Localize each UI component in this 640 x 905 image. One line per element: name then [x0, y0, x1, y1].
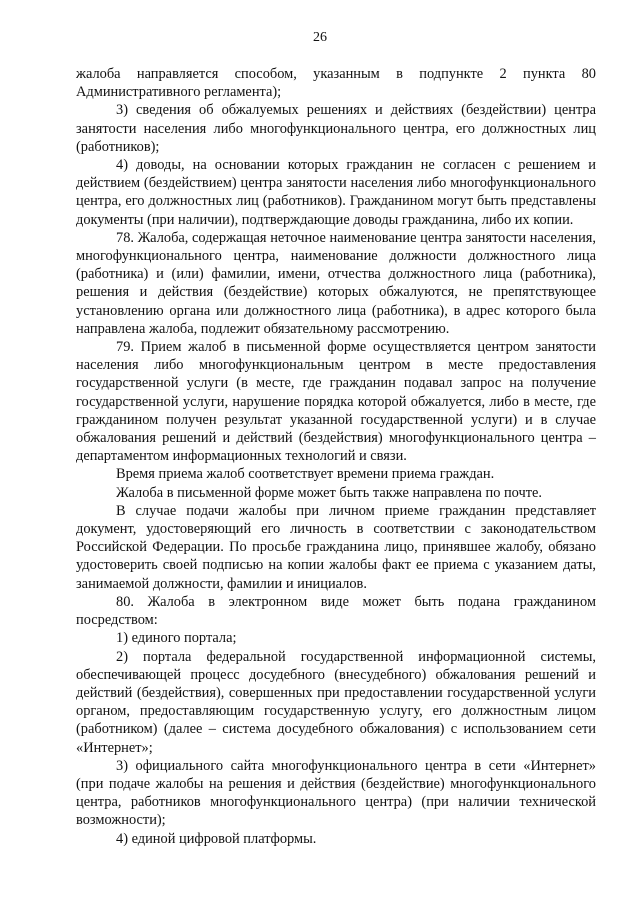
- paragraph-continuation: жалоба направляется способом, указанным в подпункте 2 пункта 80 Административного регламента);: [76, 66, 596, 101]
- paragraph-80: 80. Жалоба в электронном виде может быть подана гражданином посредством:: [76, 593, 596, 629]
- paragraph-79: 79. Прием жалоб в письменной форме осуществляется центром занятости населения либо многофункциональным центром в месте предоставления государственной услуги (в месте, где гражданин подавал запрос на получение государственной услуги, нарушение порядка которой обжалуется, либо в месте, где гражданином получен результат указанной государственной услуги) и в случае обжалования решений и действий (бездействия) многофункционального центра – департаментом информационных технологий и связи.: [76, 339, 596, 465]
- paragraph-reception-time: Время приема жалоб соответствует времени приема граждан.: [116, 466, 495, 483]
- paragraph-personal-reception: В случае подачи жалобы при личном приеме гражданин представляет документ, удостоверяющий его личность в соответствии с законодательством Российской Федерации. По просьбе гражданина лицо, принявшее жалобу, обязано удостоверить своей подписью на копии жалобы факт ее приема с указанием даты, занимаемой должности, фамилии и инициалов.: [76, 502, 596, 592]
- paragraph-80-item-3: 3) официального сайта многофункционального центра в сети «Интернет» (при подаче жалобы на решения и действия (бездействие) многофункционального центра, работников многофункционального центра) (при наличии технической возможности);: [76, 757, 596, 829]
- paragraph-80-item-1: 1) единого портала;: [116, 630, 237, 647]
- paragraph-80-item-2: 2) портала федеральной государственной информационной системы, обеспечивающей процесс досудебного (внесудебного) обжалования решений и действий (бездействия), совершенных при предоставлении государственной услуги органом, предоставляющим государственную услугу, его должностным лицом (работником) (далее – система досудебного обжалования) с использованием сети «Интернет»;: [76, 648, 596, 756]
- paragraph-item-3: 3) сведения об обжалуемых решениях и действиях (бездействии) центра занятости населения либо многофункционального центра, его должностных лиц (работников);: [76, 102, 596, 155]
- page-number: 26: [313, 30, 327, 45]
- document-body: [76, 65, 596, 848]
- paragraph-78: 78. Жалоба, содержащая неточное наименование центра занятости населения, многофункционального центра, наименование должности должностного лица (работника) и (или) фамилии, имени, отчества должностного лица (работника), решения и действия (бездействие) которых обжалуются, не препятствующее установлению органа или должностного лица (работника), в адрес которого была направлена жалоба, подлежит обязательному рассмотрению.: [76, 229, 596, 337]
- paragraph-80-item-4: 4) единой цифровой платформы.: [116, 830, 317, 847]
- paragraph-mail: Жалоба в письменной форме может быть также направлена по почте.: [116, 484, 543, 501]
- paragraph-item-4: 4) доводы, на основании которых гражданин не согласен с решением и действием (бездействием) центра занятости населения либо многофункционального центра, его должностных лиц (работников). Гражданином могут быть представлены документы (при наличии), подтверждающие доводы гражданина, либо их копии.: [76, 157, 596, 228]
